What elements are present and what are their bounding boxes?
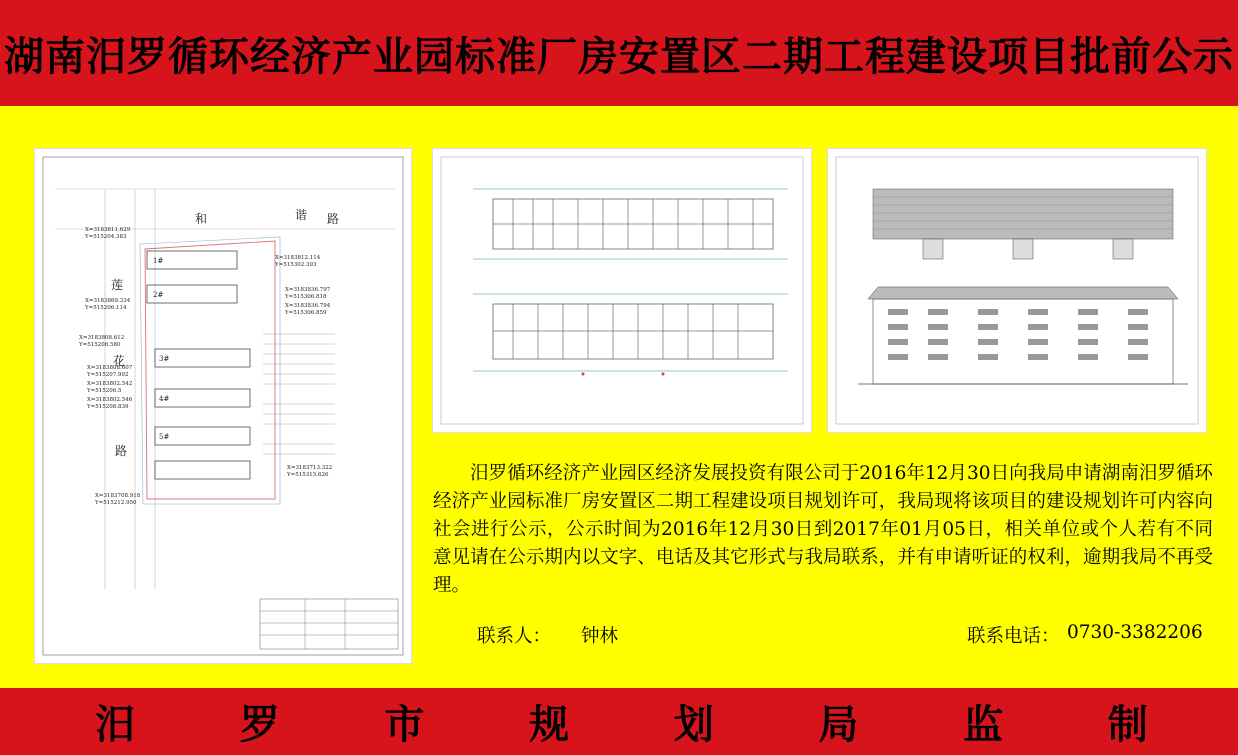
svg-text:X=3183808.607: X=3183808.607 (87, 365, 133, 371)
contact-phone-label: 联系电话： (967, 626, 1060, 647)
footer-char: 罗 (239, 702, 280, 748)
svg-text:Y=515208.839: Y=515208.839 (87, 404, 129, 410)
contact-person-label: 联系人： (477, 626, 552, 647)
svg-text:Y=515207.992: Y=515207.992 (87, 372, 129, 378)
svg-text:Y=515208.580: Y=515208.580 (79, 342, 121, 348)
svg-text:Y=515212.950: Y=515212.950 (95, 500, 137, 506)
footer-char: 规 (529, 702, 570, 748)
svg-text:X=3183836.797: X=3183836.797 (285, 287, 331, 293)
svg-text:Y=515206.5: Y=515206.5 (87, 388, 122, 394)
svg-text:X=3183811.629: X=3183811.629 (85, 227, 131, 233)
contact-row (477, 622, 1217, 652)
footer-char: 汨 (95, 702, 135, 748)
svg-text:X=3183812.114: X=3183812.114 (275, 255, 321, 261)
building-label: 1# (153, 257, 164, 265)
footer-char: 局 (818, 702, 859, 748)
svg-text:X=3183802.542: X=3183802.542 (87, 381, 133, 387)
road-label: 莲 (111, 278, 124, 292)
svg-text:Y=515306.818: Y=515306.818 (285, 294, 327, 300)
road-label: 路 (115, 444, 128, 458)
svg-text:X=3183713.322: X=3183713.322 (287, 465, 333, 471)
svg-text:X=3183708.918: X=3183708.918 (95, 493, 141, 499)
elevation-drawing (827, 148, 1207, 433)
footer-banner (0, 688, 1238, 755)
road-label: 路 (327, 212, 340, 226)
header-banner (0, 0, 1238, 106)
floor-plan-drawing (432, 148, 812, 433)
svg-text:Y=515315.626: Y=515315.626 (287, 472, 329, 478)
road-label: 和 (195, 212, 208, 226)
svg-text:Y=515302.393: Y=515302.393 (275, 262, 317, 268)
footer-char: 制 (1107, 702, 1148, 748)
svg-text:X=3183802.546: X=3183802.546 (87, 397, 133, 403)
building-label: 5# (159, 433, 170, 441)
svg-text:X=3183836.794: X=3183836.794 (285, 303, 331, 309)
contact-phone: 0730-3382206 (1067, 622, 1203, 643)
building-label: 2# (153, 291, 164, 299)
footer-char: 监 (963, 702, 1004, 748)
site-plan-drawing (34, 148, 412, 664)
svg-text:X=3183869.334: X=3183869.334 (85, 298, 131, 304)
footer-char: 划 (673, 702, 714, 748)
page-title: 湖南汨罗循环经济产业园标准厂房安置区二期工程建设项目批前公示 (4, 33, 1234, 80)
svg-text:Y=515306.859: Y=515306.859 (285, 310, 327, 316)
building-label: 3# (159, 355, 170, 363)
notice-text: 汨罗循环经济产业园区经济发展投资有限公司于2016年12月30日向我局申请湖南汨罗循环经济产业园标准厂房安置区二期工程建设项目规划许可，我局现将该项目的建设规划许可内容向社会进行公示，公示时间为2016年12月30日到2017年01月05日，相关单位或个人若有不同意见请在公示期内以文字、电话及其它形式与我局联系，并有申请听证的权利，逾期我局不再受理。 (433, 463, 1213, 596)
svg-text:Y=515204.383: Y=515204.383 (85, 234, 127, 240)
road-label: 花 (113, 354, 126, 368)
road-label: 谐 (295, 208, 308, 222)
footer-char: 市 (384, 702, 425, 748)
svg-text:Y=515206.114: Y=515206.114 (85, 305, 127, 311)
svg-text:X=3183808.612: X=3183808.612 (79, 335, 125, 341)
contact-person-name: 钟林 (581, 626, 619, 647)
building-label: 4# (159, 395, 170, 403)
